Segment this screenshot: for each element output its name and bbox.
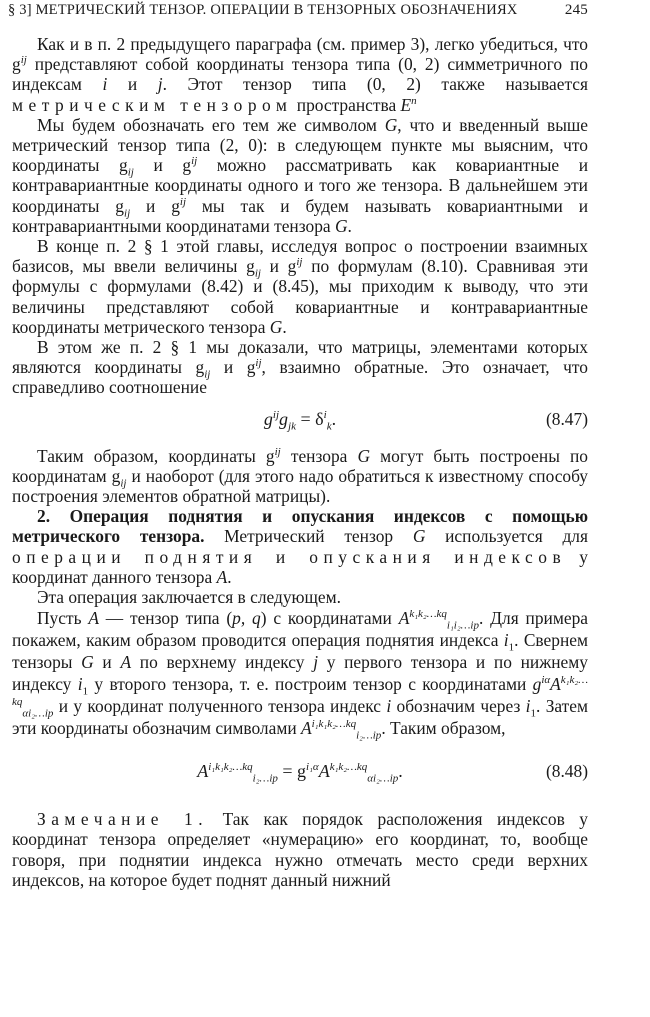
running-head: § 3] МЕТРИЧЕСКИЙ ТЕНЗОР. ОПЕРАЦИИ В ТЕНЗОРНЫХ ОБОЗНАЧЕНИЯХ <box>8 2 518 18</box>
page-number: 245 <box>564 2 588 18</box>
running-header <box>8 2 588 22</box>
equation-number: (8.47) <box>545 408 588 429</box>
body-text <box>12 34 588 890</box>
paragraph: Как и в п. 2 предыдущего параграфа (см. пример 3), легко убедиться, что $g^{ij}$ представляют собой координаты тензора типа (0, 2) симметричного по индексам i и j. Этот тензор типа (0, 2) также называется метрическим тензором пространства $E^n$ <box>12 34 588 115</box>
paragraph: В конце п. 2 § 1 этой главы, исследуя вопрос о построении взаимных базисов, мы ввели величины $g_{ij}$ и $g^{ij}$ по формулам (8.10). Сравнивая эти формулы с формулами (8.42) и (8.45), мы приходим к выводу, что эти величины представляют собой ковариантные и контравариантные координаты метрического тензора G. <box>12 236 589 337</box>
equation-8-47 <box>12 400 588 440</box>
spaced-term: операции поднятия и опускания индексов <box>12 546 567 567</box>
paragraph: Пусть A — тензор типа (p, q) с координатами $A^{k_1k_2\dots kq}_{i_1i_2\dots ip}$. Для примера покажем, каким образом проводится операция поднятия индекса $i_1$. Свернем тензоры G и A по верхнему индексу j у первого тензора и по нижнему индексу $i_1$ у второго тензора, т. е. построим тензор с координатами $g^{i\alpha}A^{k_1k_2\dots kq}_{\alpha i_2\dots ip}$ и у координат полученного тензора индекс i обозначим через $i_1$. Затем эти координаты обозначим символами $A^{i_1k_1k_2\dots kq}_{i_2\dots ip}$. Таким образом, <box>12 608 588 742</box>
paragraph: Замечание 1. Так как порядок расположения индексов у координат тензора определяет «нумерацию» его координат, то, вообще говоря, при поднятии индекса нужно отмечать место среди верхних индексов, на которое будет поднят данный нижний <box>12 809 588 890</box>
paragraph: Мы будем обозначать его тем же символом G, что и введенный выше метрический тензор типа (2, 0): в следующем пункте мы выясним, что координаты $g_{ij}$ и $g^{ij}$ можно рассматривать как ковариантные и контравариантные координаты одного и того же тензора. В дальнейшем эти координаты $g_{ij}$ и $g^{ij}$ мы так и будем называть ковариантными и контравариантными координатами тензора G. <box>12 114 589 236</box>
paragraph: Эта операция заключается в следующем. <box>37 587 342 608</box>
equation-expression: $g^{ij}g_{jk} = \delta^i_k$. <box>263 408 337 433</box>
paragraph: В этом же п. 2 § 1 мы доказали, что матрицы, элементами которых являются координаты $g_{ij}$ и $g^{ij}$, взаимно обратные. Это означает, что справедливо соотношение <box>12 337 588 398</box>
paragraph: 2. Операция поднятия и опускания индексов с помощью метрического тензора. Метрический тензор G используется для операции поднятия и опускания индексов у координат данного тензора A. <box>12 506 588 587</box>
equation-number: (8.48) <box>545 761 588 782</box>
section-heading: 2. Операция поднятия и опускания индексов с помощью метрического тензора. <box>12 506 588 547</box>
remark-label: Замечание 1. <box>37 809 209 830</box>
equation-expression: $A^{i_1k_1k_2\dots kq}_{i_2\dots ip} = g^{i_1\alpha}A^{k_1k_2\dots kq}_{\alpha i_2\dots ip}$. <box>197 761 403 785</box>
paragraph: Таким образом, координаты $g^{ij}$ тензора G могут быть построены по координатам $g_{ij}$ и наоборот (для этого надо обратиться к известному способу построения элементов обратной матрицы). <box>12 445 588 507</box>
spaced-term: метрическим тензором <box>12 94 293 115</box>
equation-8-48 <box>12 743 588 795</box>
